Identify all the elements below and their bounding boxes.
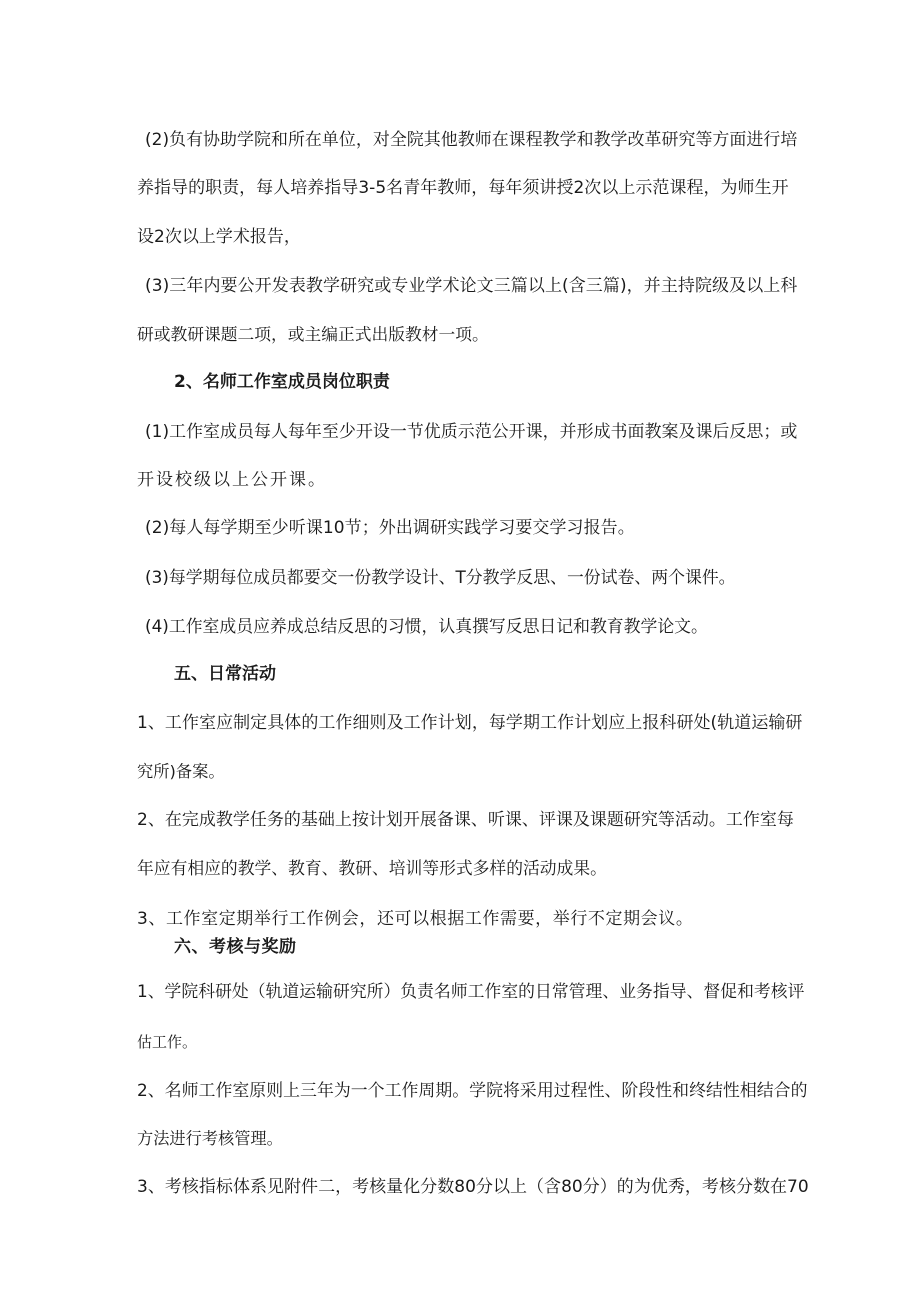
paragraph-line: (2)每人每学期至少听课10节；外出调研实践学习要交学习报告。 — [145, 518, 635, 538]
paragraph-line: 3、考核指标体系见附件二，考核量化分数80分以上（含80分）的为优秀，考核分数在70 — [137, 1177, 809, 1197]
paragraph-line: 设2次以上学术报告， — [137, 227, 301, 247]
paragraph-line: 年应有相应的教学、教育、教研、培训等形式多样的活动成果。 — [137, 858, 607, 878]
section-subheading: 2、名师工作室成员岗位职责 — [174, 372, 390, 392]
paragraph-line: (1)工作室成员每人每年至少开设一节优质示范公开课，并形成书面教案及课后反思；或 — [145, 421, 798, 441]
paragraph-line: 究所)备案。 — [137, 762, 225, 781]
paragraph-line: 3、工作室定期举行工作例会，还可以根据工作需要，举行不定期会议。 — [137, 909, 694, 929]
paragraph-line: 2、名师工作室原则上三年为一个工作周期。学院将采用过程性、阶段性和终结性相结合的 — [137, 1080, 808, 1100]
paragraph-line: (3)每学期每位成员都要交一份教学设计、T分教学反思、一份试卷、两个课件。 — [145, 567, 736, 587]
paragraph-line: (3)三年内要公开发表教学研究或专业学术论文三篇以上(含三篇)，并主持院级及以上科 — [145, 276, 798, 296]
paragraph-line: 2、在完成教学任务的基础上按计划开展备课、听课、评课及课题研究等活动。工作室每 — [137, 810, 794, 830]
paragraph-line: 养指导的职责，每人培养指导3-5名青年教师，每年须讲授2次以上示范课程，为师生开 — [137, 178, 789, 198]
paragraph-line: 1、工作室应制定具体的工作细则及工作计划，每学期工作计划应上报科研处(轨道运输研 — [137, 713, 803, 733]
section-heading: 六、考核与奖励 — [174, 937, 297, 957]
paragraph-line: 研或教研课题二项，或主编正式出版教材一项。 — [137, 324, 489, 344]
section-heading: 五、日常活动 — [174, 664, 276, 684]
paragraph-line: 1、学院科研处（轨道运输研究所）负责名师工作室的日常管理、业务指导、督促和考核评 — [137, 981, 805, 1001]
paragraph-line: 方法进行考核管理。 — [137, 1129, 283, 1148]
paragraph-line: 估工作。 — [137, 1033, 198, 1051]
paragraph-line: 开设校级以上公开课。 — [137, 470, 327, 490]
paragraph-line: (4)工作室成员应养成总结反思的习惯，认真撰写反思日记和教育教学论文。 — [145, 616, 708, 636]
paragraph-line: (2)负有协助学院和所在单位，对全院其他教师在课程教学和教学改革研究等方面进行培 — [145, 129, 798, 149]
